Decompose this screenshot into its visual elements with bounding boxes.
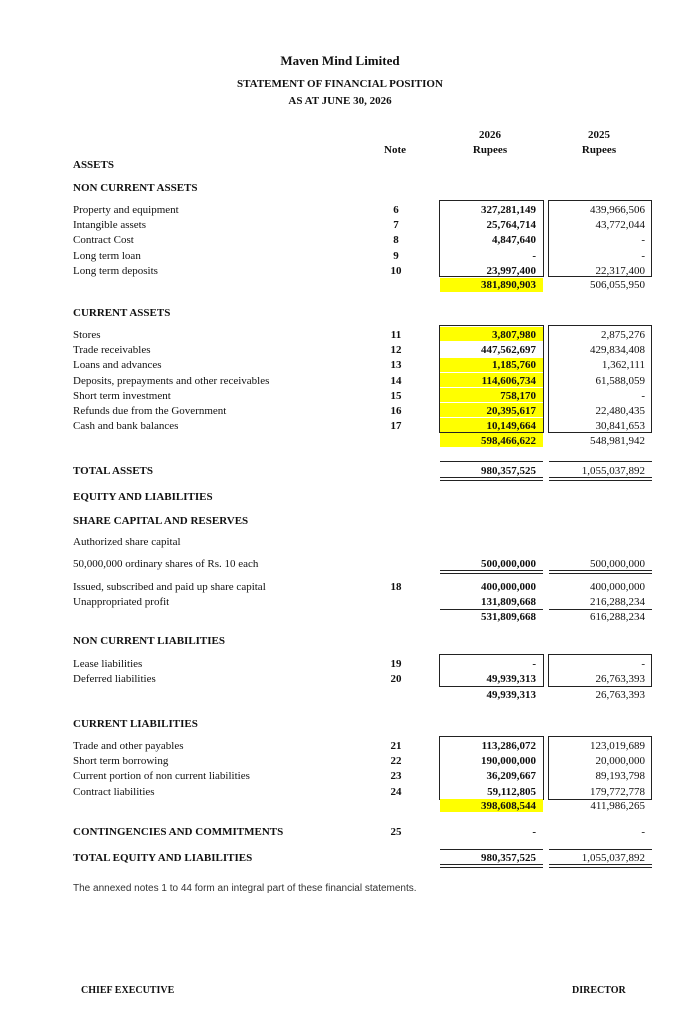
row-label: Refunds due from the Government [73,405,227,417]
equity-total-2026: 531,809,668 [481,611,536,623]
row-value-2026: 3,807,980 [492,329,536,341]
row-value-2025: 2,875,276 [601,329,645,341]
total-assets-label: TOTAL ASSETS [73,465,154,477]
assets-heading: ASSETS [73,159,114,171]
contingencies-label: CONTINGENCIES AND COMMITMENTS [73,826,284,838]
year2-header: 2025 [588,129,610,141]
row-value-2026: 20,395,617 [486,405,536,417]
row-value-2026: 400,000,000 [481,581,536,593]
row-note: 9 [393,250,399,262]
non-current-assets-heading: NON CURRENT ASSETS [73,182,198,194]
row-note: 10 [390,265,402,277]
ca-total-2026: 598,466,622 [481,435,536,447]
row-note: 7 [393,219,399,231]
ta-double-rule-2025 [549,477,652,481]
row-value-2025: 20,000,000 [595,755,645,767]
row-value-2025: 26,763,393 [595,673,645,685]
ncl-total-2026: 49,939,313 [486,689,536,701]
row-value-2025: 179,772,778 [590,786,645,798]
auth-double-rule-2026 [440,570,543,574]
tel-double-rule-2026 [440,864,543,868]
row-label: Current portion of non current liabilities [73,770,250,782]
cl-total-2026: 398,608,544 [481,800,536,812]
ca-total-2025: 548,981,942 [590,435,645,447]
row-value-2026: 114,606,734 [481,375,536,387]
contingencies-2025: - [641,826,645,838]
row-value-2025: - [641,658,645,670]
row-value-2025: 123,019,689 [590,740,645,752]
ta-rule-2025 [549,461,652,462]
row-note: 24 [390,786,402,798]
row-value-2026: 59,112,805 [487,786,536,798]
row-label: Loans and advances [73,359,162,371]
row-label: Short term investment [73,390,171,402]
cl-heading: CURRENT LIABILITIES [73,718,198,730]
row-label: Trade and other payables [73,740,184,752]
tel-rule-2025 [549,849,652,850]
equity-total-2025: 616,288,234 [590,611,645,623]
row-value-2026: - [532,250,536,262]
row-label: Property and equipment [73,204,179,216]
chief-executive-signature-label: CHIEF EXECUTIVE [81,985,175,996]
row-label: Deferred liabilities [73,673,156,685]
total-assets-2026: 980,357,525 [481,465,536,477]
row-label: Deposits, prepayments and other receivables [73,375,270,387]
row-value-2026: 25,764,714 [486,219,536,231]
year1-header: 2026 [479,129,501,141]
row-value-2026: - [532,658,536,670]
director-signature-label: DIRECTOR [572,985,626,996]
row-label: Trade receivables [73,344,151,356]
row-value-2026: 190,000,000 [481,755,536,767]
row-value-2025: 1,362,111 [601,359,645,371]
row-label: Stores [73,329,101,341]
note-header: Note [384,144,406,156]
row-note: 17 [390,420,402,432]
row-value-2025: 22,480,435 [595,405,645,417]
ncl-total-2025: 26,763,393 [595,689,645,701]
row-note: 12 [390,344,402,356]
row-value-2025: 429,834,408 [590,344,645,356]
row-value-2025: - [641,234,645,246]
authorized-2026: 500,000,000 [481,558,536,570]
authorized-shares-label: 50,000,000 ordinary shares of Rs. 10 each [73,558,259,570]
row-value-2026: 113,286,072 [481,740,536,752]
total-assets-2025: 1,055,037,892 [581,465,645,477]
contingencies-2026: - [532,826,536,838]
row-note: 11 [390,329,402,341]
row-value-2026: 758,170 [500,390,536,402]
row-label: Cash and bank balances [73,420,179,432]
row-label: Contract Cost [73,234,134,246]
row-label: Issued, subscribed and paid up share capital [73,581,266,593]
row-note: 22 [390,755,402,767]
row-note: 21 [390,740,402,752]
row-label: Long term loan [73,250,141,262]
row-value-2025: 22,317,400 [595,265,645,277]
auth-double-rule-2025 [549,570,652,574]
row-label: Long term deposits [73,265,158,277]
statement-title: STATEMENT OF FINANCIAL POSITION [237,78,443,90]
unit2-header: Rupees [581,144,617,156]
row-value-2026: 49,939,313 [486,673,536,685]
total-equity-liabilities-2026: 980,357,525 [481,852,536,864]
total-equity-liabilities-label: TOTAL EQUITY AND LIABILITIES [73,852,253,864]
row-value-2025: 216,288,234 [590,596,645,608]
equity-liabilities-heading: EQUITY AND LIABILITIES [73,491,213,503]
row-label: Lease liabilities [73,658,143,670]
authorized-label: Authorized share capital [73,536,181,548]
share-capital-heading: SHARE CAPITAL AND RESERVES [73,515,249,527]
authorized-2025: 500,000,000 [590,558,645,570]
ta-rule-2026 [440,461,543,462]
row-note: 23 [390,770,402,782]
total-equity-liabilities-2025: 1,055,037,892 [581,852,645,864]
row-note: 14 [390,375,402,387]
cl-total-2025: 411,986,265 [590,800,645,812]
notes-annex-statement: The annexed notes 1 to 44 form an integral part of these financial statements. [73,883,417,894]
row-value-2026: 1,185,760 [492,359,536,371]
row-value-2025: 439,966,506 [590,204,645,216]
row-note: 8 [393,234,399,246]
row-note: 16 [390,405,402,417]
row-note: 6 [393,204,399,216]
row-value-2026: 23,997,400 [486,265,536,277]
nca-total-2026: 381,890,903 [481,279,536,291]
company-name: Maven Mind Limited [280,53,400,68]
row-value-2026: 131,809,668 [481,596,536,608]
tel-rule-2026 [440,849,543,850]
ncl-heading: NON CURRENT LIABILITIES [73,635,226,647]
row-value-2026: 36,209,667 [486,770,536,782]
statement-date: AS AT JUNE 30, 2026 [288,95,392,107]
row-value-2025: - [641,390,645,402]
row-note: 18 [390,581,402,593]
row-value-2026: 327,281,149 [481,204,536,216]
row-value-2025: 400,000,000 [590,581,645,593]
row-value-2026: 4,847,640 [492,234,536,246]
ta-double-rule-2026 [440,477,543,481]
row-value-2025: 30,841,653 [595,420,645,432]
row-label: Unappropriated profit [73,596,170,608]
contingencies-note: 25 [390,826,402,838]
row-note: 19 [390,658,402,670]
row-value-2025: 61,588,059 [595,375,645,387]
nca-total-2025: 506,055,950 [590,279,645,291]
row-label: Intangible assets [73,219,147,231]
row-note: 13 [390,359,402,371]
row-label: Contract liabilities [73,786,155,798]
row-label: Short term borrowing [73,755,169,767]
current-assets-heading: CURRENT ASSETS [73,307,171,319]
row-value-2025: 43,772,044 [595,219,645,231]
row-note: 20 [390,673,402,685]
row-value-2026: 447,562,697 [481,344,536,356]
row-value-2026: 10,149,664 [486,420,536,432]
row-value-2025: 89,193,798 [595,770,645,782]
unit1-header: Rupees [472,144,508,156]
row-note: 15 [390,390,402,402]
row-value-2025: - [641,250,645,262]
tel-double-rule-2025 [549,864,652,868]
